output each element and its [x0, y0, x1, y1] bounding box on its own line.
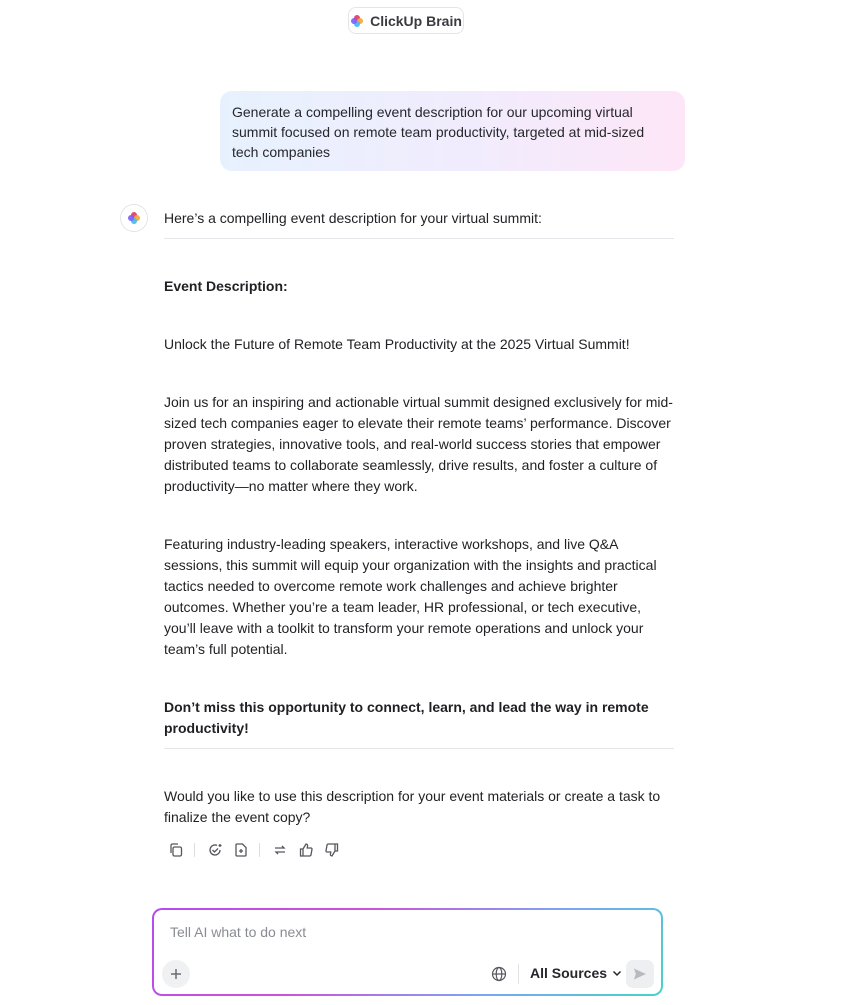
thumbs-up-icon	[298, 842, 314, 858]
header-title: ClickUp Brain	[370, 12, 462, 29]
sources-label: All Sources	[530, 965, 608, 981]
separator	[194, 843, 195, 857]
create-task-icon	[207, 842, 223, 858]
separator	[518, 964, 519, 984]
response-intro: Here’s a compelling event description for your virtual summit:	[164, 210, 542, 226]
clickup-brain-logo-icon	[350, 14, 364, 28]
copy-button[interactable]	[166, 840, 186, 860]
response-paragraph-1: Join us for an inspiring and actionable virtual summit designed exclusively for mid-sized tech companies eager to elevate their remote teams’ performance. Discover proven strategies, innovative tools, and real-world success stories that empower distributed teams to collaborate seamlessly, drive results, and foster a culture of productivity—no matter where they work.	[164, 394, 673, 494]
clickup-brain-badge	[348, 7, 464, 34]
regenerate-button[interactable]	[270, 840, 290, 860]
separator	[259, 843, 260, 857]
add-attachment-button[interactable]	[162, 960, 190, 988]
response-actions	[166, 840, 348, 860]
thumbs-up-button[interactable]	[296, 840, 316, 860]
divider	[164, 748, 674, 749]
composer-inner	[154, 910, 661, 994]
send-button[interactable]	[626, 960, 654, 988]
add-doc-button[interactable]	[231, 840, 251, 860]
chevron-down-icon	[611, 967, 623, 979]
composer	[152, 908, 663, 996]
divider	[164, 238, 674, 239]
regenerate-icon	[272, 842, 288, 858]
response-paragraph-2: Featuring industry-leading speakers, interactive workshops, and live Q&A sessions, this summit will equip your organization with the insights and practical tactics needed to overcome remote work challenges and achieve brighter outcomes. Whether you’re a team leader, HR professional, or tech executive, you’ll leave with a toolkit to transform your remote operations and unlock your team’s full potential.	[164, 536, 657, 657]
copy-icon	[168, 842, 184, 858]
thumbs-down-button[interactable]	[322, 840, 342, 860]
sources-dropdown[interactable]	[530, 965, 623, 981]
thumbs-down-icon	[324, 842, 340, 858]
create-task-button[interactable]	[205, 840, 225, 860]
send-icon	[633, 967, 647, 981]
add-doc-icon	[233, 842, 249, 858]
globe-icon[interactable]	[490, 965, 508, 983]
plus-icon	[170, 968, 182, 980]
response-tagline: Unlock the Future of Remote Team Productivity at the 2025 Virtual Summit!	[164, 336, 630, 352]
prompt-input[interactable]: Tell AI what to do next	[170, 924, 307, 940]
response-followup: Would you like to use this description for your event materials or create a task to finalize the event copy?	[164, 788, 661, 825]
response-heading: Event Description:	[164, 278, 288, 294]
ai-avatar	[120, 204, 148, 232]
user-message-bubble: Generate a compelling event description for our upcoming virtual summit focused on remote team productivity, targeted at mid-sized tech companies	[220, 91, 685, 171]
clickup-brain-logo-icon	[127, 211, 141, 225]
response-closing: Don’t miss this opportunity to connect, learn, and lead the way in remote productivity!	[164, 699, 649, 736]
